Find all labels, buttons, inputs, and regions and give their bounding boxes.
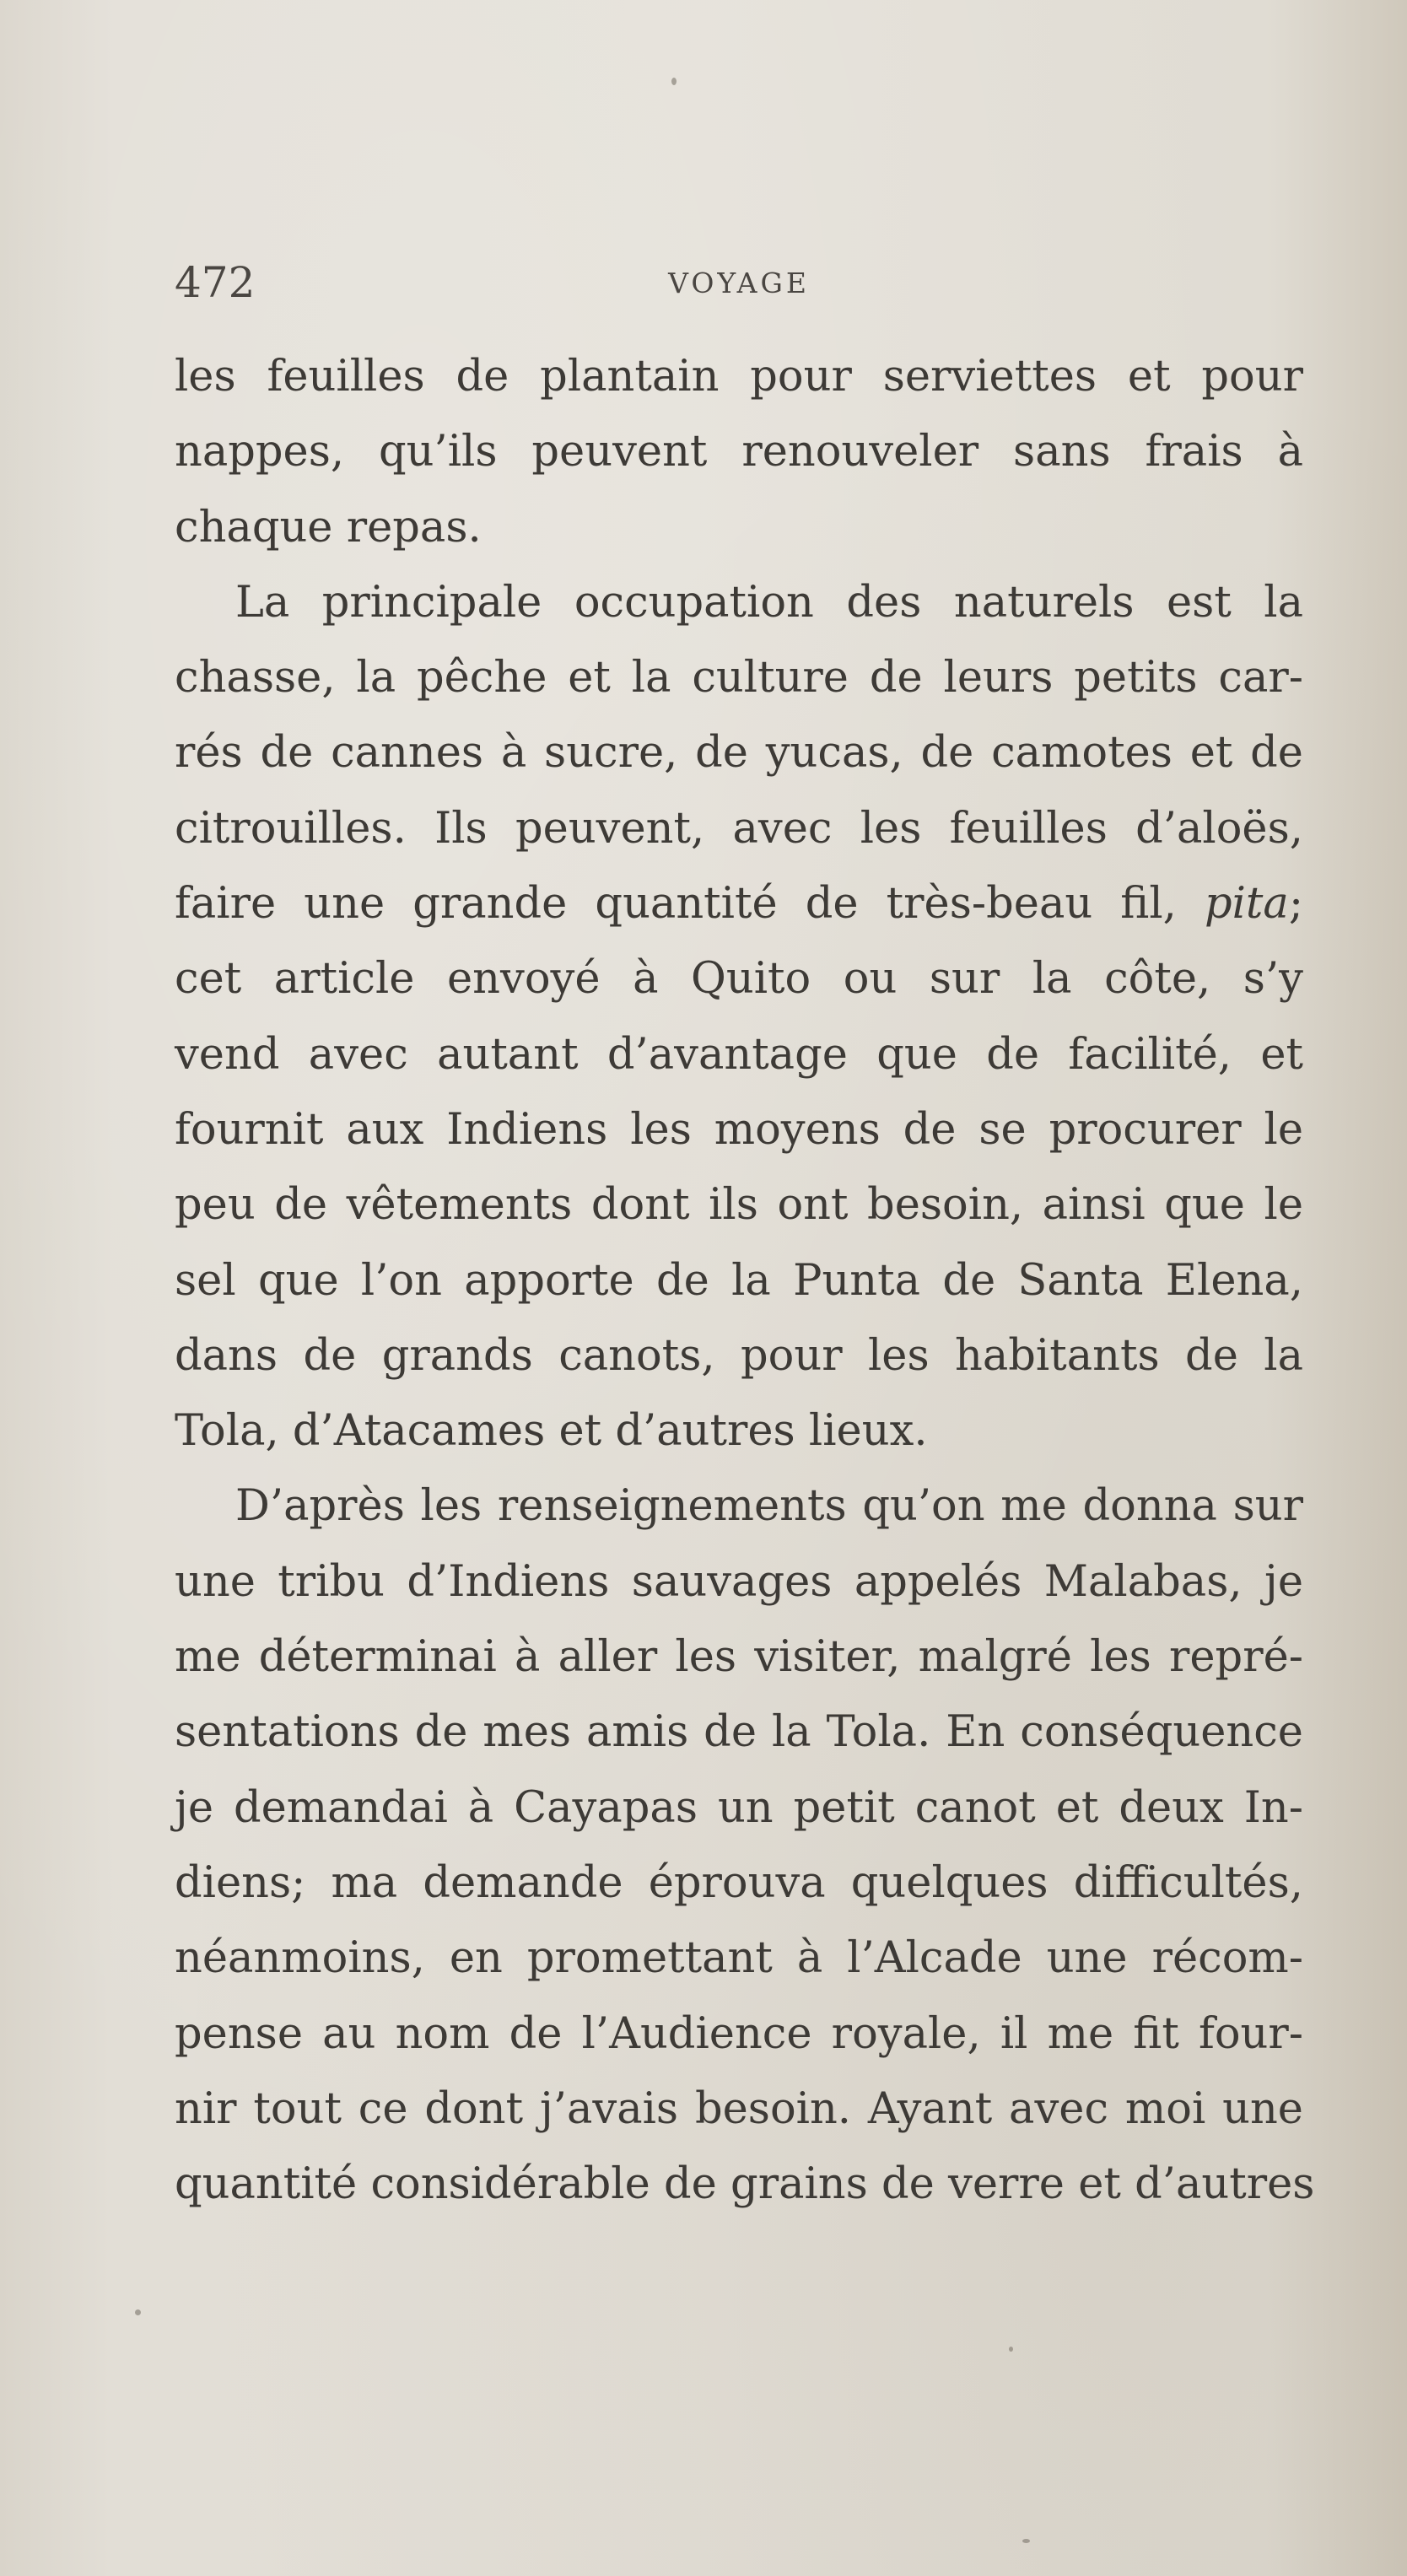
- running-head: [175, 257, 1303, 308]
- text-line: nir tout ce dont j’avais besoin. Ayant avec moi une: [175, 2083, 1303, 2134]
- paper-speck: [1009, 2347, 1013, 2352]
- body-text: [175, 339, 1315, 2222]
- text-line: [175, 866, 1303, 941]
- text-line: Tola, d’Atacames et d’autres lieux.: [175, 1406, 928, 1457]
- text-line: fournit aux Indiens les moyens de se procurer le: [175, 1104, 1303, 1155]
- page-number: 472: [175, 258, 256, 307]
- text-line: pense au nom de l’Audience royale, il me fit four-: [175, 2008, 1303, 2059]
- paper-speck: [671, 78, 677, 85]
- running-head-title: VOYAGE: [668, 267, 810, 299]
- paper-speck: [1022, 2539, 1030, 2543]
- text-segment: faire une grande quantité de très-beau fil,: [175, 879, 1205, 930]
- text-line: sentations de mes amis de la Tola. En conséquence: [175, 1707, 1303, 1758]
- text-line: me déterminai à aller les visiter, malgré les repré-: [175, 1632, 1303, 1683]
- paper-speck: [135, 2309, 141, 2315]
- text-line: sel que l’on apporte de la Punta de Santa Elena,: [175, 1255, 1303, 1306]
- text-line: D’après les renseignements qu’on me donna sur: [235, 1481, 1303, 1532]
- text-line: vend avec autant d’avantage que de facilité, et: [175, 1029, 1303, 1080]
- text-line: quantité considérable de grains de verre et d’autres: [175, 2159, 1315, 2210]
- text-line: les feuilles de plantain pour serviettes et pour: [175, 352, 1303, 401]
- text-line: néanmoins, en promettant à l’Alcade une récom-: [175, 1933, 1303, 1984]
- text-line: cet article envoyé à Quito ou sur la côte, s’y: [175, 954, 1303, 1005]
- text-line: je demandai à Cayapas un petit canot et deux In-: [175, 1782, 1303, 1833]
- text-line: une tribu d’Indiens sauvages appelés Malabas, je: [175, 1556, 1303, 1607]
- text-line: dans de grands canots, pour les habitants de la: [175, 1330, 1303, 1381]
- italic-term: pita: [1204, 879, 1289, 930]
- text-line: rés de cannes à sucre, de yucas, de camotes et de: [175, 728, 1303, 779]
- text-line: chaque repas.: [175, 502, 482, 552]
- text-line: chasse, la pêche et la culture de leurs petits car-: [175, 653, 1303, 703]
- text-line: La principale occupation des naturels est la: [235, 577, 1303, 628]
- text-segment: ;: [1288, 879, 1303, 930]
- text-line: citrouilles. Ils peuvent, avec les feuilles d’aloës,: [175, 803, 1303, 854]
- text-line: diens; ma demande éprouva quelques difficultés,: [175, 1857, 1303, 1908]
- text-line: peu de vêtements dont ils ont besoin, ainsi que le: [175, 1180, 1303, 1231]
- text-line: nappes, qu’ils peuvent renouveler sans frais à: [175, 427, 1303, 477]
